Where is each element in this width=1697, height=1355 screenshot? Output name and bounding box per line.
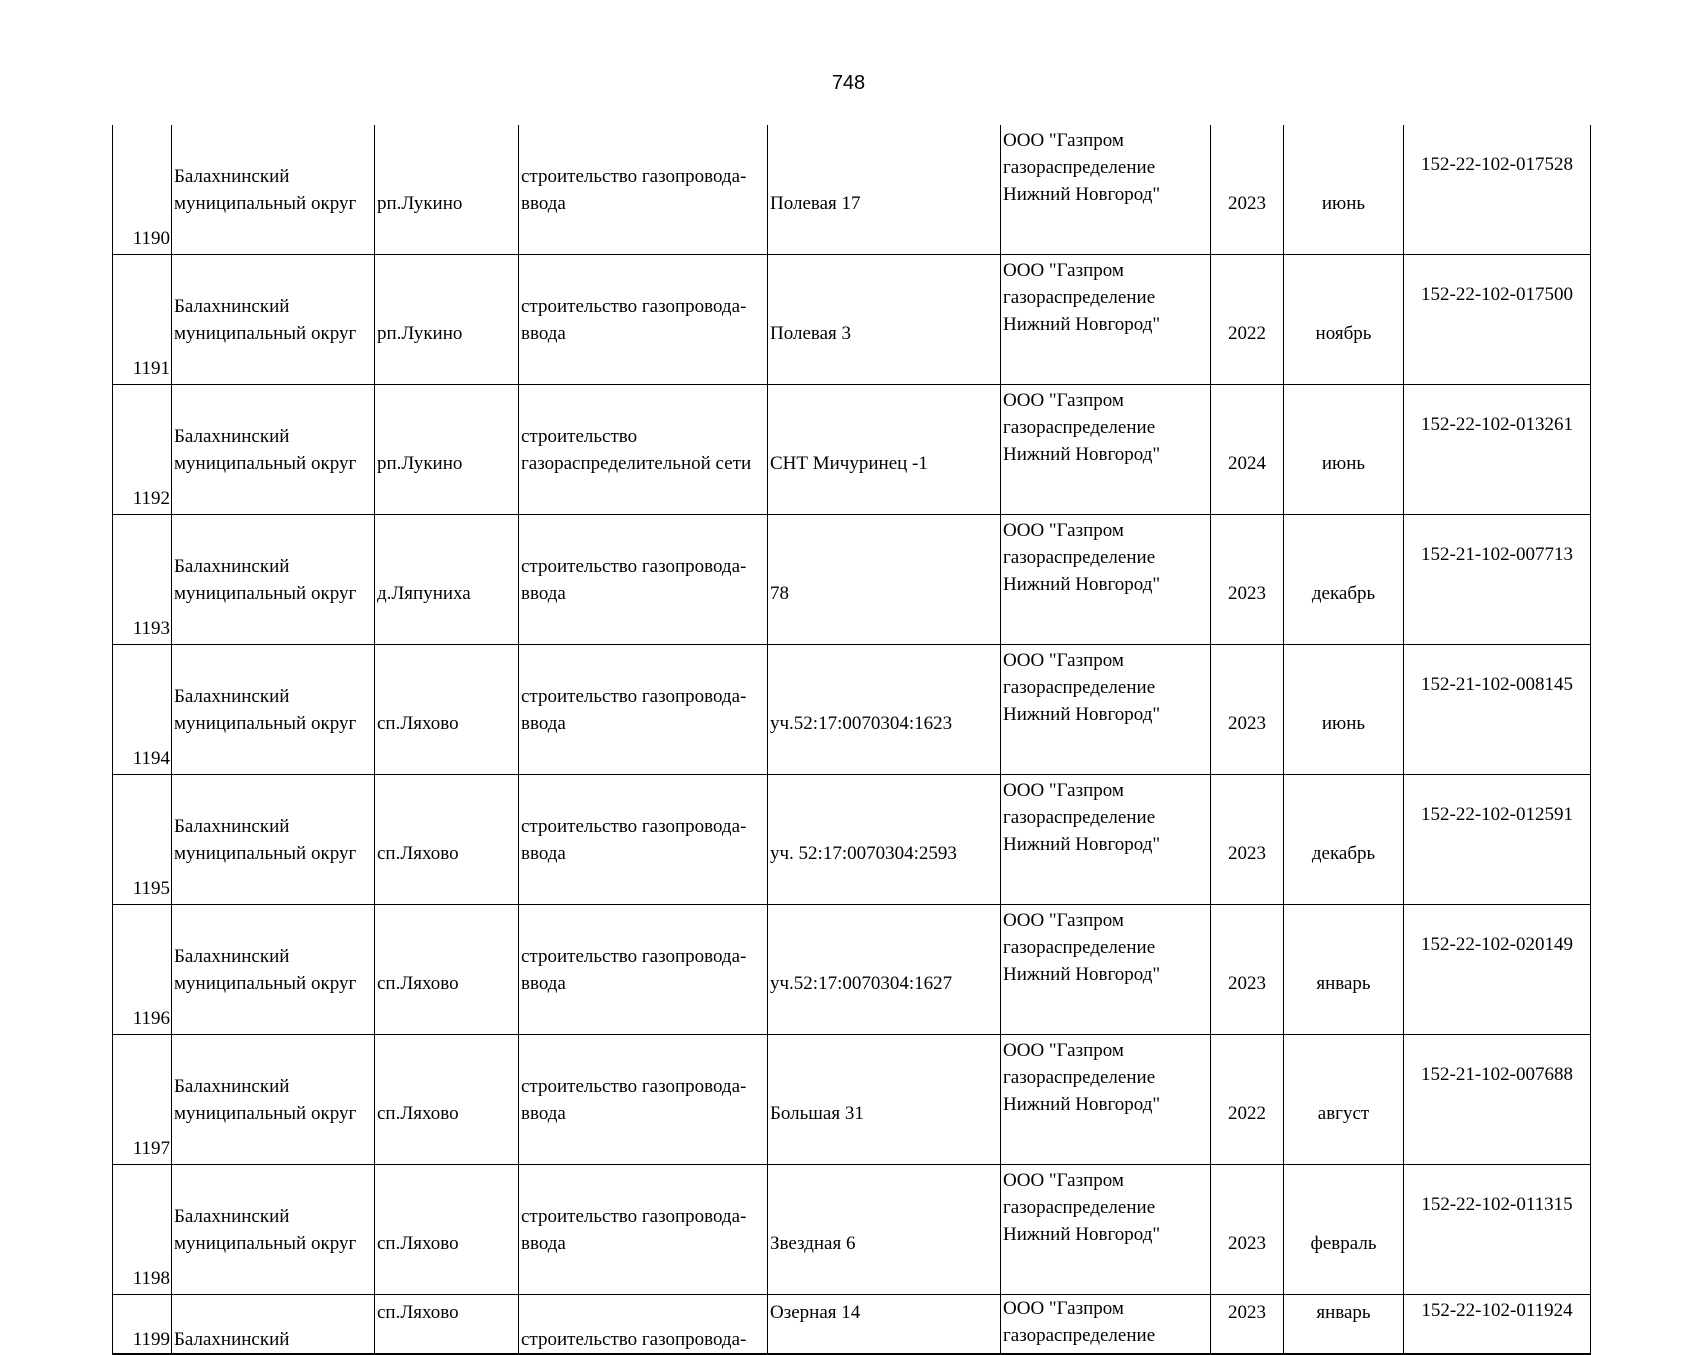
year-text: 2023	[1228, 582, 1266, 604]
work-type-text: ввода	[521, 712, 566, 734]
code-text: 152-21-102-007688	[1421, 1064, 1573, 1085]
code-cell	[1404, 125, 1591, 255]
row-number-cell	[113, 385, 172, 515]
organization-cell	[1001, 1035, 1211, 1165]
year-cell	[1211, 905, 1284, 1035]
work-type-text: строительство газопровода-	[521, 165, 747, 187]
year-cell	[1211, 125, 1284, 255]
month-text: июнь	[1321, 192, 1366, 214]
district-text: Балахнинский	[174, 1075, 290, 1097]
work-type-cell	[519, 775, 768, 905]
organization-cell	[1001, 515, 1211, 645]
locality-cell	[375, 515, 519, 645]
district-text: муниципальный округ	[174, 1102, 357, 1124]
address-text: 78	[770, 582, 789, 604]
district-text: муниципальный округ	[174, 322, 357, 344]
year-cell	[1211, 1035, 1284, 1165]
month-cell	[1284, 1035, 1404, 1165]
row-number: 1190	[132, 228, 170, 249]
code-cell	[1404, 515, 1591, 645]
row-number: 1197	[132, 1138, 170, 1159]
locality-text: сп.Ляхово	[377, 1102, 459, 1124]
organization-cell	[1001, 1165, 1211, 1295]
month-text: ноябрь	[1315, 322, 1372, 344]
organization-text: Нижний Новгород"	[1003, 1094, 1161, 1115]
address-text: Полевая 3	[770, 322, 852, 344]
organization-text: Нижний Новгород"	[1003, 1224, 1161, 1245]
code-cell	[1404, 255, 1591, 385]
month-text: декабрь	[1311, 582, 1376, 604]
address-cell	[768, 255, 1001, 385]
district-text: Балахнинский	[174, 295, 290, 317]
district-cell	[172, 255, 375, 385]
code-cell	[1404, 775, 1591, 905]
organization-text: газораспределение	[1003, 547, 1156, 568]
row-number-cell	[113, 125, 172, 255]
month-cell	[1284, 645, 1404, 775]
district-cell	[172, 1035, 375, 1165]
organization-text: Нижний Новгород"	[1003, 964, 1161, 985]
district-text: Балахнинский	[174, 815, 290, 837]
code-cell	[1404, 385, 1591, 515]
organization-text: газораспределение	[1003, 1325, 1156, 1346]
row-number: 1191	[132, 358, 170, 379]
month-cell	[1284, 385, 1404, 515]
organization-text: ООО "Газпром	[1003, 1298, 1124, 1319]
year-text: 2023	[1228, 842, 1266, 864]
locality-text: сп.Ляхово	[377, 972, 459, 994]
district-text: муниципальный округ	[174, 842, 357, 864]
district-cell	[172, 125, 375, 255]
locality-cell	[375, 775, 519, 905]
district-text: Балахнинский	[174, 165, 290, 187]
year-cell	[1211, 255, 1284, 385]
row-number-cell	[113, 1295, 172, 1355]
year-text: 2023	[1228, 1302, 1266, 1323]
organization-text: газораспределение	[1003, 937, 1156, 958]
table-row	[113, 1295, 1591, 1355]
code-text: 152-22-102-017500	[1421, 284, 1573, 305]
organization-text: газораспределение	[1003, 807, 1156, 828]
address-text: Большая 31	[770, 1102, 864, 1124]
work-type-cell	[519, 515, 768, 645]
table-row	[113, 385, 1591, 515]
code-text: 152-22-102-020149	[1421, 934, 1573, 955]
work-type-text: ввода	[521, 972, 566, 994]
organization-text: газораспределение	[1003, 677, 1156, 698]
address-cell	[768, 645, 1001, 775]
address-text: Полевая 17	[770, 192, 861, 214]
month-text: январь	[1316, 1302, 1371, 1323]
address-text: уч.52:17:0070304:1623	[770, 712, 953, 734]
locality-text: рп.Лукино	[377, 192, 463, 214]
code-cell	[1404, 1035, 1591, 1165]
district-text: муниципальный округ	[174, 452, 357, 474]
district-text: муниципальный округ	[174, 1232, 357, 1254]
locality-text: сп.Ляхово	[377, 712, 459, 734]
organization-text: Нижний Новгород"	[1003, 704, 1161, 725]
organization-cell	[1001, 775, 1211, 905]
row-number: 1193	[132, 618, 170, 639]
district-cell	[172, 515, 375, 645]
work-type-text: газораспределительной сети	[521, 452, 752, 474]
table-row	[113, 125, 1591, 255]
work-type-text: ввода	[521, 322, 566, 344]
work-type-cell	[519, 645, 768, 775]
work-type-cell	[519, 1295, 768, 1355]
row-number: 1195	[132, 878, 170, 899]
code-text: 152-21-102-008145	[1421, 674, 1573, 695]
organization-text: Нижний Новгород"	[1003, 834, 1161, 855]
code-text: 152-21-102-007713	[1421, 544, 1573, 565]
organization-text: Нижний Новгород"	[1003, 574, 1161, 595]
locality-cell	[375, 125, 519, 255]
year-text: 2023	[1228, 972, 1266, 994]
locality-cell	[375, 1295, 519, 1355]
organization-text: ООО "Газпром	[1003, 390, 1124, 411]
month-text: июнь	[1321, 452, 1366, 474]
address-cell	[768, 1035, 1001, 1165]
locality-text: д.Ляпуниха	[377, 582, 471, 604]
locality-text: сп.Ляхово	[377, 1302, 459, 1323]
address-cell	[768, 1165, 1001, 1295]
year-cell	[1211, 645, 1284, 775]
address-text: СНТ Мичуринец -1	[770, 452, 928, 474]
work-type-cell	[519, 1165, 768, 1295]
district-cell	[172, 775, 375, 905]
address-cell	[768, 125, 1001, 255]
organization-text: ООО "Газпром	[1003, 780, 1124, 801]
district-text: муниципальный округ	[174, 192, 357, 214]
organization-text: газораспределение	[1003, 417, 1156, 438]
year-cell	[1211, 385, 1284, 515]
locality-cell	[375, 905, 519, 1035]
table-row	[113, 905, 1591, 1035]
district-cell	[172, 905, 375, 1035]
year-text: 2022	[1228, 1102, 1266, 1124]
district-cell	[172, 645, 375, 775]
organization-text: ООО "Газпром	[1003, 910, 1124, 931]
row-number-cell	[113, 905, 172, 1035]
year-text: 2023	[1228, 712, 1266, 734]
month-cell	[1284, 125, 1404, 255]
locality-cell	[375, 385, 519, 515]
organization-text: газораспределение	[1003, 1197, 1156, 1218]
district-cell	[172, 1295, 375, 1355]
locality-cell	[375, 1035, 519, 1165]
row-number-cell	[113, 1165, 172, 1295]
row-number: 1196	[132, 1008, 170, 1029]
row-number-cell	[113, 515, 172, 645]
page-number: 748	[831, 72, 866, 94]
address-cell	[768, 905, 1001, 1035]
month-cell	[1284, 515, 1404, 645]
month-text: июнь	[1321, 712, 1366, 734]
locality-text: сп.Ляхово	[377, 1232, 459, 1254]
row-number-cell	[113, 645, 172, 775]
address-cell	[768, 775, 1001, 905]
work-type-text: строительство газопровода-	[521, 295, 747, 317]
address-text: уч.52:17:0070304:1627	[770, 972, 953, 994]
address-text: Звездная 6	[770, 1232, 856, 1254]
code-text: 152-22-102-011924	[1421, 1300, 1573, 1321]
work-type-text: ввода	[521, 192, 566, 214]
year-cell	[1211, 1295, 1284, 1355]
year-text: 2023	[1228, 192, 1266, 214]
row-number: 1194	[132, 748, 170, 769]
address-cell	[768, 385, 1001, 515]
district-text: Балахнинский	[174, 1329, 290, 1350]
work-type-text: строительство газопровода-	[521, 1329, 747, 1350]
table-row	[113, 645, 1591, 775]
organization-text: ООО "Газпром	[1003, 1040, 1124, 1061]
organization-text: газораспределение	[1003, 1067, 1156, 1088]
month-text: декабрь	[1311, 842, 1376, 864]
district-text: Балахнинский	[174, 555, 290, 577]
month-cell	[1284, 1165, 1404, 1295]
organization-cell	[1001, 1295, 1211, 1355]
work-type-text: ввода	[521, 842, 566, 864]
year-cell	[1211, 775, 1284, 905]
row-number-cell	[113, 1035, 172, 1165]
gasification-table	[112, 125, 1591, 1355]
year-text: 2024	[1228, 452, 1266, 474]
locality-text: рп.Лукино	[377, 322, 463, 344]
row-number: 1199	[132, 1329, 170, 1350]
code-text: 152-22-102-013261	[1421, 414, 1573, 435]
district-text: муниципальный округ	[174, 972, 357, 994]
year-cell	[1211, 515, 1284, 645]
code-cell	[1404, 1295, 1591, 1355]
work-type-text: ввода	[521, 582, 566, 604]
table-row	[113, 255, 1591, 385]
district-text: Балахнинский	[174, 945, 290, 967]
work-type-text: строительство газопровода-	[521, 1075, 747, 1097]
table-row	[113, 515, 1591, 645]
row-number-cell	[113, 775, 172, 905]
organization-text: газораспределение	[1003, 287, 1156, 308]
locality-cell	[375, 645, 519, 775]
code-text: 152-22-102-017528	[1421, 154, 1573, 175]
year-text: 2022	[1228, 322, 1266, 344]
month-text: февраль	[1310, 1232, 1377, 1254]
locality-text: рп.Лукино	[377, 452, 463, 474]
organization-cell	[1001, 255, 1211, 385]
address-cell	[768, 1295, 1001, 1355]
organization-text: ООО "Газпром	[1003, 260, 1124, 281]
organization-text: ООО "Газпром	[1003, 520, 1124, 541]
work-type-cell	[519, 385, 768, 515]
work-type-cell	[519, 905, 768, 1035]
work-type-text: строительство газопровода-	[521, 815, 747, 837]
work-type-cell	[519, 125, 768, 255]
code-cell	[1404, 645, 1591, 775]
year-text: 2023	[1228, 1232, 1266, 1254]
work-type-text: ввода	[521, 1102, 566, 1124]
district-text: муниципальный округ	[174, 582, 357, 604]
month-cell	[1284, 775, 1404, 905]
work-type-cell	[519, 1035, 768, 1165]
organization-text: Нижний Новгород"	[1003, 444, 1161, 465]
district-cell	[172, 385, 375, 515]
district-text: Балахнинский	[174, 425, 290, 447]
month-text: август	[1317, 1102, 1370, 1124]
code-cell	[1404, 905, 1591, 1035]
address-text: уч. 52:17:0070304:2593	[770, 842, 957, 864]
organization-text: газораспределение	[1003, 157, 1156, 178]
table-row	[113, 1035, 1591, 1165]
row-number: 1192	[132, 488, 170, 509]
code-text: 152-22-102-012591	[1421, 804, 1573, 825]
organization-cell	[1001, 645, 1211, 775]
locality-cell	[375, 255, 519, 385]
code-cell	[1404, 1165, 1591, 1295]
work-type-text: строительство газопровода-	[521, 555, 747, 577]
row-number-cell	[113, 255, 172, 385]
table-row	[113, 1165, 1591, 1295]
month-cell	[1284, 255, 1404, 385]
address-text: Озерная 14	[770, 1302, 861, 1323]
year-cell	[1211, 1165, 1284, 1295]
district-text: муниципальный округ	[174, 712, 357, 734]
district-text: Балахнинский	[174, 1205, 290, 1227]
work-type-text: ввода	[521, 1232, 566, 1254]
organization-text: Нижний Новгород"	[1003, 314, 1161, 335]
row-number: 1198	[132, 1268, 170, 1289]
organization-cell	[1001, 905, 1211, 1035]
organization-cell	[1001, 385, 1211, 515]
organization-text: Нижний Новгород"	[1003, 184, 1161, 205]
district-cell	[172, 1165, 375, 1295]
address-cell	[768, 515, 1001, 645]
month-cell	[1284, 905, 1404, 1035]
work-type-text: строительство газопровода-	[521, 685, 747, 707]
organization-cell	[1001, 125, 1211, 255]
table-row	[113, 775, 1591, 905]
organization-text: ООО "Газпром	[1003, 1170, 1124, 1191]
organization-text: ООО "Газпром	[1003, 650, 1124, 671]
district-text: Балахнинский	[174, 685, 290, 707]
work-type-text: строительство	[521, 425, 638, 447]
month-text: январь	[1316, 972, 1371, 994]
month-cell	[1284, 1295, 1404, 1355]
locality-cell	[375, 1165, 519, 1295]
work-type-text: строительство газопровода-	[521, 945, 747, 967]
table-body	[113, 125, 1591, 1354]
locality-text: сп.Ляхово	[377, 842, 459, 864]
work-type-text: строительство газопровода-	[521, 1205, 747, 1227]
work-type-cell	[519, 255, 768, 385]
code-text: 152-22-102-011315	[1421, 1194, 1573, 1215]
organization-text: ООО "Газпром	[1003, 130, 1124, 151]
